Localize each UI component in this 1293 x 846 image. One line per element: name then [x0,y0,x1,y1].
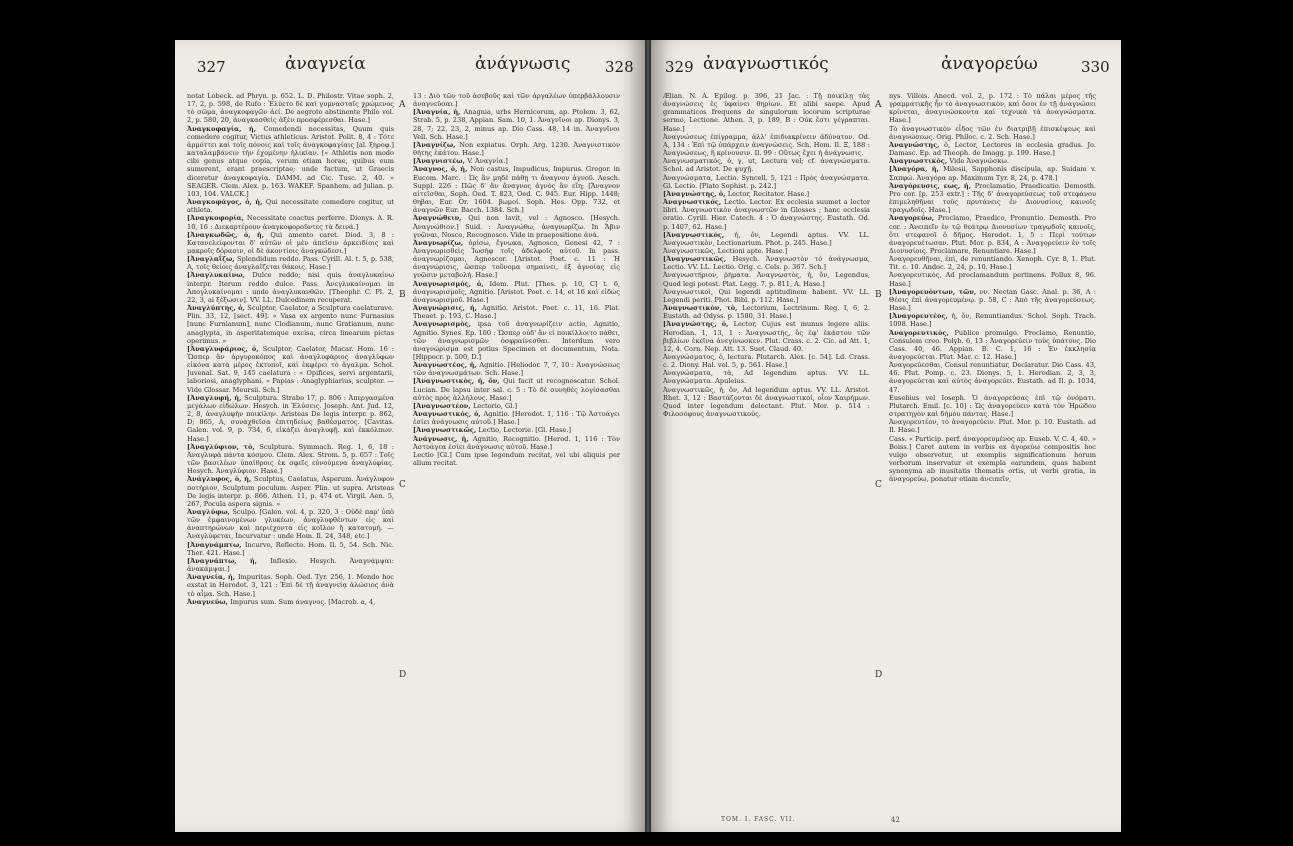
margin-letter: B [399,290,406,300]
entry-text: Sculptus, Caelatus, Asperum. Ἀνάγλυφον ποτήριον, Sculptum poculum. Asper. Plin. ut supra. Aristeas De legis interpr. p. 866. Athen. 11, p. 474 et. Virgil. Aen. 5, 267, Pocula aspera signis. » [187,475,394,508]
text-column [413,92,620,824]
entry-lemma: Ἀναγνωστικὸς, [889,157,950,166]
dictionary-entry [413,435,620,451]
dictionary-entry [187,255,394,271]
entry-lemma: [Ἀναγνίζω, [413,140,460,149]
running-head: ἀναγορεύω [941,54,1038,74]
dictionary-entry [413,361,620,377]
dictionary-entry [413,214,620,238]
entry-text: Lectio [Gl.] Cum ipse legendum recitat, vel ubi aliquis per alium recitat. [413,450,620,468]
dictionary-entry [889,288,1096,312]
entry-text: Ἀναγορεύεσθαι, Consul renuntiatur, Declaratur. Dio Cass. 43, 46. Plut. Pomp. c. 23. Dionys. 5, 1. Herodian. 2, 3, 3, ἀναγορεύεται καὶ αὐτὸς ἀναγορεύει. Eustath. ad Il. p. 1034, 47. [889,361,1096,394]
entry-lemma: [Ἀναγνωστικῶς, [413,426,479,435]
entry-text: Lectio, Lectorie. [Gl. Hase.] [478,426,572,435]
dictionary-entry [413,92,620,108]
entry-text: Comedendi necessitas, Quum quis comedere cogitur, Victus athleticus. Aristot. Polit. 8, 4 : Τότε ἁρμόττει καὶ τοῖς πόνοις καὶ τοῖς ἀναγκοφαγίαις [al. ξηροφ.] καταλαμβάνειν τὴν ἐχομένην ἡλικίαν. [« Athletis non modo cibi genus atque copia, verum etiam horae, quibus eum sumerent, erant praescriptae; unde factum, ut Graecis diceretur ἀναγκοφαγία. DAMM. ad Cic. Tusc. 2, 40. » SEAGER. Clem. Alex. p. 163. WAKEF. Spanhem. ad Julian. p. 103, 104. VALCK.] [187,124,394,198]
dictionary-entry [187,92,394,125]
dictionary-entry [413,141,620,157]
entry-text: Qui non lavit, vel : Agnosco. [Hesych. Ἀναγνώθιον.] Suid. : Ἀναγνώθω, ἀναγνωρίζω. In Ἄβιν γνῶναι, Nosco, Recognosco. Vide in praepositione ἀνά. [413,214,620,239]
entry-lemma: [Ἀναγκωδῶς, ὁ, ἡ, [187,230,271,239]
entry-lemma: Ἀναγόρευσις, εως, ἡ, [889,181,975,190]
signature-number: 42 [891,816,900,824]
dictionary-entry [187,475,394,508]
entry-lemma: [Ἀναγνωστέον, [413,401,473,410]
entry-text: 13 : Διὸ τῶν τοῦ ἀσεβοῦς καὶ τῶν ἀργαλέων ὑπερβάλλουσιν ἀναγνεῦσαι.] [413,92,620,109]
entry-lemma: Ἀναγορευτικός, [889,328,955,337]
entry-lemma: [Ἀναγνωστικός, [663,230,735,239]
entry-lemma: [Ἀναγορευόντων, τῶν, [889,287,980,296]
entry-text: Ἀναγνωστήριον, ῥήματα. Ἀναγνωστὸς, ἡ, ὄν, Legendus, Quod legi potest. Plat. Legg. 7, p. 811, A. Hase.] [663,271,870,288]
dictionary-entry [889,329,1096,362]
entry-lemma: [Ἀναγόρα, ἡ, [889,165,944,174]
entry-lemma: [Ἀναγλυφή, ἡ, [187,393,245,402]
dictionary-entry [889,435,1096,484]
running-head: ἀναγνεία [285,54,366,74]
entry-lemma: [Ἀναγνάμπτω, [187,540,245,549]
dictionary-entry [187,598,394,606]
entry-lemma: Ἀναγνεύω, [187,597,231,606]
entry-text: Anagnia, urbs Hernicorum, ap. Ptolem. 3, 62, Strab. 5, p. 238, Appian. Sam. 10, 1. Ἀναγνῖνοι ap. Dionys. 3, 28, 7; 22, 23, 2, minus ap. Dio Cass. 48, 14 in. Ἀναγνῖνοι Vell. Sch. Hase.] [413,108,620,141]
entry-lemma: Ἀναγνεία, ἡ, [187,573,238,582]
entry-lemma: Ἀναγκοφάγος, ὁ, ἡ, [187,198,266,207]
dictionary-entry [663,247,870,255]
dictionary-entry [413,108,620,141]
entry-text: Dulce reddo; nisi quis ἀναγλυκαίνω interpr. Iterum reddo dulce. Pass. Ἀνεγλυκαίνομαι in Ἀπογλυκαίνομαι : unde ἀναγλυκανθῶν. [Theophr. C. Pl. 2, 22, 3, ai ξέξωσιν]. VV. LL. Dulcedinem recuperat. [187,271,394,304]
entry-lemma: [Ἀναγνάπτω, ἡ, [187,556,271,565]
dictionary-entry [889,255,1096,271]
dictionary-entry [413,426,620,434]
text-columns [651,92,1121,832]
entry-lemma: [Ἀναγνωστικός, ἡ, ὄν, [413,377,504,386]
entry-text: Ἀναγνωστικοὶ, Qui legendi aptitudinem habent. VV. LL. Legendi periti. Phot. Bibl. p. 112. Hase.] [663,287,870,304]
dictionary-entry [663,320,870,353]
entry-text: Ἀναγνώσεως ἐπίγραμμα, ἀλλ' ἐπιδιακρίνειν ἀδύνατον. Od. A, 134 : Ἐπὶ τῷ ὑπάρχειν ἀναγνώσεις. Sch. Hom. Il. Ξ, 188 : Ἀναγνώσεως, ἢ κρίνουσιν. Il. 99 : Οὕτως ἔχει ἡ ἀνάγνωσις. [663,132,870,158]
dictionary-entry [889,361,1096,394]
dictionary-entry [889,271,1096,287]
entry-lemma: [Ἀναγνωστικῶς, [663,255,733,264]
entry-text: Qui amento caret. Diod. 3, 8 : Κατανελείφονται δ' αὐτῶν οἱ μὲν ἀπεῖσιν ἀρκειδίοις καὶ μακροῖς δόρασιν, οἱ δὲ ἀκοντίοις ἀναγκώδεσι.] [187,230,394,255]
entry-lemma: Ἀναγνωστικός, [663,198,725,207]
entry-text: Impurus sum. Sum άναγνος. [Macrob. a, 4, [230,597,376,606]
dictionary-entry [663,304,870,320]
dictionary-entry [889,394,1096,418]
dictionary-entry [187,125,394,198]
entry-text: ἡ, ὄν, Legendi aptus. VV. LL. Ἀναγνωστικὸν, Lectionarium. Phot. p. 245. Hase.] [663,230,870,247]
entry-lemma: [Ἀναγνώστης, ὁ, [663,189,728,198]
entry-text: νν. Nectan Gasc. Anal. p. 36, A : Θέσις ἐπὶ ἀναγορευμένῳ. p. 58, C : Ἀπὸ τῆς ἀναγορεύσεως. Hase.] [889,287,1096,313]
entry-lemma: Ἀναγνώστης, [889,140,945,149]
margin-letter: A [399,100,406,110]
entry-text: nys. Villois. Anecd. vol. 2, p. 172 : Τὸ πάλαι μέρος τῆς γραμματικῆς ἦν τὸ ἀναγνωστικὸν, καὶ ὅσοι ἐν τῇ ἀναγνώσει κρίνεται, ἀναγινώσκοντα καὶ τεχνικὰ τὰ ἀναγνώσματα. Hase.] [889,92,1096,125]
dictionary-entry [663,190,870,198]
entry-text: Sculptura. Symmach. Reg. 1, 6, 18 : Ἀναγλυφὰ πάντα κόσμου. Clem. Alex. Strom. 5, p. 657 : Τοῖς τῶν βασιλέων ὑπαίθροις ἐκ σφεῖς εὐνούμενα ἀναγλυφίας. Hesych. Ἀναγλύφιον. Hase.] [187,442,394,476]
entry-lemma: [Ἀναγκοφορία, [187,214,247,223]
entry-lemma: Ἀναγλύφω, [187,507,233,516]
running-head: ἀνάγνωσις [475,54,571,74]
dictionary-entry [889,141,1096,157]
page-number: 330 [1081,58,1110,76]
entry-text: Τὸ ἀναγνωστικὸν εἶδος τῶν ἐν διατριβῇ ἐπισκέψεως καὶ ἀναγνώσεως. Orig. Philoc. c. 2. Sch. Hase.] [889,124,1096,141]
entry-text: Non castus, Impudicus, Impurus. Gregor. in Eucom. Marc. : Ὡς ἂν μηδὲ πάθῃ τι ἄναγνον ἀγνοῦ. Aesch. Suppl. 226 : Πῶς δ' ἂν ἄναγνος ἁγνὸς ἂν εἴη; [Ἄναγνον αἰτεῖσθαι, Soph. Oed. T. 823, Oed. C. 945. Eur. Hipp. 1448; θηβαι, Eur. Or. 1604. βωμοί. Soph. Hes. Opp. 732, et ἀναγνῶν Eur. Bacch. 1384. Sch.] [413,165,620,215]
text-column [889,92,1096,824]
dictionary-entry [187,508,394,541]
dictionary-entry [187,345,394,394]
entry-lemma: Ἀναγνωρίζω, [413,238,469,247]
margin-letter: D [875,670,883,680]
entry-text: Inflexio. Hesych. Ἀναγνάμψαι: ἀνακάμψαι.] [187,556,394,574]
dictionary-entry [187,214,394,230]
entry-text: Proclamatio, Praedicatio. Demosth. Pro cor. [p. 253 extr.] : Τῆς δ' ἀναγορεύσεως τοῦ στεφάνου ἐπιμεληθῆναι τοὺς πρυτάνεις ἐν Διονυσίοις καινοῖς τραγῳδοῖς. Hase.] [889,181,1096,215]
dictionary-entry [413,377,620,401]
entry-text: Ἀναγνώσματα, Lectio. Syncell. 5, 121 : Πρὸς ἀναγνώσματα. Gl. Lectio. [Plato Sophist. p. 242.] [663,173,870,190]
entry-text: Ἀναγνώσματος, ὁ, lectura. Plutarch. Alex. [c. 54]. Ld. Crass. c. 2. Diony. Hal. vol. 5, p. 561. Hase.] [663,353,870,370]
margin-letter: B [875,290,882,300]
dictionary-entry [413,320,620,361]
entry-text: Ἀναγορευθῆναι, ἐπὶ, de renuntiando. Xenoph. Cyr. 8, 1. Plut. Tit. c. 10. Andoc. 2, 24, p. 10. Hase.] [889,255,1096,272]
entry-text: Agnitio, Recognitio. [Herod. 1, 116 : Τὸν Ἀστυάγεα ἐσίει ἀνάγνωσις αὐτοῦ. Hase.] [413,434,620,451]
left-page [175,40,645,832]
entry-text: Lectorio, Gl.] [472,401,518,410]
page-number: 328 [605,58,634,76]
entry-lemma: Ἀνάγλυφος, ὁ, ἡ, [187,475,254,484]
entry-text: Lectio. Lector. Ex ecclesia suumet a lector libri. Ἀναγνωστικὸν ἀναγνωστῶν in Glosses ; hanc ecclesia oratio. Cyrill. Hier. Catech. 4 : Ὁ ἀναγνώστης. Eustath. Od. p. 1407, 62. Hase.] [663,198,870,231]
text-columns [175,92,645,832]
dictionary-entry [663,174,870,190]
dictionary-entry [663,92,870,133]
dictionary-entry [663,157,870,173]
entry-lemma: Ἀναγνωρισμὸς, [413,320,478,329]
entry-lemma: [Ἀναγνία, ἡ, [413,108,464,117]
dictionary-entry [187,443,394,476]
entry-lemma: [Ἀναγλαΐζω, [187,255,237,264]
margin-letter: D [399,670,407,680]
dictionary-entry [889,418,1096,434]
entry-lemma: Ἀναγκοφαγία, ἡ, [187,124,264,133]
dictionary-entry [663,198,870,231]
dictionary-entry [663,288,870,304]
left-page-header [175,40,645,86]
entry-text: Lectorium, Lectrinum. Reg. I, 6, 2. Eustath. ad Odyss. p. 1580, 31. Hase.] [663,304,870,321]
entry-text: V. Ἀναγνία.] [467,157,508,166]
entry-text: Qui necessitate comedere cogitur, ut athleta. [187,198,394,215]
margin-letter: C [399,480,406,490]
entry-lemma: [Ἀναγλυφάριος, ὁ, [187,344,263,353]
entry-text: Sculptor, Caelator, Macar. Hom. 16 : Ὥσπερ ἂν ἀργυροκόπος καὶ ἀναγλυφάριος ἀναγλύφων εἰκόνα κατὰ μέρος ἐκτυποῖ, καὶ ἐκφέρει τὸ ἄγαλμα. Schol. Juvenal. Sat. 9, 145 caelatura : « Opifices, servi argentarii, laboriosi, anaglyphani. » Papias : Anaglyphiarius, sculptor. — Vide Glossar. Meursii. Sch.] [187,344,394,394]
dictionary-entry [187,198,394,214]
entry-text: Eusebius vel Ioseph. Ὁ ἀναγορεύσας ἐπὶ τῷ ὀνόματι. Plutarch. Emil. [c. 10] : Ὡς ἀναγορεύειν κατὰ τὸν Ἡρώδου στρατηγὸν καὶ δήμου πάντας. Hase.] [889,393,1096,419]
entry-lemma: Ἀναγνωστικός, ὁ, [413,410,484,419]
entry-lemma: Ἀνάγνωσις, ἡ, [413,434,473,443]
entry-text: Sculpo. [Galen. vol. 4, p. 320, 3 : Οὐδὲ παρ' ὑπὸ τῶν ἐμφαινομένων γλυκέων, ἀναγλυφθέντων εἰς καὶ ἀναπτηρώνων καὶ περιέχοντα εἰς κοῖλον ἢ κατατομή. — Ἀναγλύφεται, Incurvatur : unde Hom. Il. 24, 348, etc.] [187,507,394,541]
dictionary-entry [889,214,1096,255]
dictionary-entry [413,451,620,467]
entry-text: Necessitate coactus perferre. Dionys. A. R. 10, 16 : Διεκαρτέρουν ἀναγκοφοροῦντες τὰ δεινά.] [187,214,394,231]
dictionary-entry [413,280,620,304]
right-page-header [651,40,1121,86]
entry-lemma: [Ἀναγνιστέω, [413,157,468,166]
entry-lemma: Ἀναγνώρισις, ἡ, [413,304,482,313]
entry-text: Agnitio. Aristot. Poet. c. 11, 16. Plat. Theaet. p. 193, C. Hase.] [413,304,620,321]
dictionary-entry [889,125,1096,141]
entry-text: Sculptura. Strabo 17, p. 806 : Ἀπεργασμένα μεγάλων εἰδώλων. Hesych. in Ἐλύσεις. Joseph. Ant. Jud. 12, 2, 8, ἀναγλυφὴν ποικίλην. Aristeas De legis interpr. p. 862, D; 865, A, συναχθεῖσα ἐπιτηδείως βαθέσματος. [Cavitas. Galen. vol. 9, p. 734, 6, εἰκάζει ἀναγλυφῇ. καὶ ἐκκόλπων. Hase.] [187,393,394,443]
entry-text: Proclamo, Praedico, Pronuntio. Demosth. Pro cor. : Ἀνειπεῖν ἐν τῷ θεάτρῳ Διονυσίων τραγῳδοῖς καινοῖς, ὅτι στεφανοῖ ὁ δῆμος. Herodot. 1, 5 : Περὶ τούτων ἀναγορευέτωσαν. Plut. Mor. p. 834, A : Ἀναγορεύειν ἐν τοῖς Διονυσίοις. Proclamare, Renuntiare. Hase.] [889,214,1096,255]
margin-letter: A [875,100,882,110]
entry-lemma: Ἀναγνωρισμός, ὁ, [413,279,490,288]
entry-lemma: Ἀναγνωστικὸν, τὸ, [663,304,743,313]
dictionary-entry [187,394,394,443]
entry-text: notat Lobeck. ad Phryn. p. 652. L. D. Philostr. Vitae soph. 2, 17, 2, p. 598, de Rufo : Ἐλύετο δὲ καὶ γυμνασταῖς χρώμενος τὸ σῶμα, ἀναγκοφαγῶν ἀεί. De aegroto abstinente Philo vol. 2, p. 580, 20, ἀναγκασθεὶς ἀξὲν προσφέρεσθαι. Hase.] [187,92,394,125]
entry-text: Ἀναγνωστικῶς, Lectioni apte. Hase.] [663,246,788,255]
entry-text: Lector, Recitator. Hase.] [727,189,810,198]
dictionary-entry [663,255,870,271]
entry-lemma: Ἀναγορεύω, [889,214,938,223]
dictionary-entry [187,231,394,255]
right-page [651,40,1121,832]
entry-text: Idem. Plut. [Thes. p. 10, C] t. 6, ἀναγνωρισμοῖς, Agnitio. [Aristot. Poet. c. 14, et 16 καὶ εἰδὼς ἀναγνωρισμοῦ. Hase.] [413,279,620,304]
entry-text: Ἀναγνωστικῶς, ἡ, ὄν, Ad legendum aptus. VV. LL. Aristot. Rhet. 3, 12 : Βαστάζονται δὲ ἀναγνωστικοί, οἷον Χαιρήμων. Quod inter legendum delectant. Plut. Mor. p. 514 : Φιλοσόφους ἀναγνωστικούς. [663,385,870,419]
entry-text: Ἀναγνώσματα, τὰ, Ad legendum aptus. VV. LL. Ἀναγνώσματα. Apuleius. [663,369,870,386]
dictionary-entry [663,386,870,419]
entry-text: Hesych. Ἀναγνωστὸν τό ἀνάγνωσμα, Lectio. VV. LL. Lectio. Orig. c. Cels. p. 367. Sch.] [663,255,870,272]
dictionary-entry [663,353,870,369]
dictionary-entry [663,369,870,385]
dictionary-entry [187,304,394,345]
entry-text: Ἀναγορευτέον, τὸ ἀναγορεύειν. Plut. Mor. p. 10. Eustath. ad Il. Hase.] [889,418,1096,435]
entry-text: Non expiatus. Orph. Arg. 1230. Ἀναγνιστικὸν θήτης ἑκάτου. Hase.] [413,140,620,158]
entry-lemma: [Ἀναγορευτέος, [889,312,952,321]
entry-text: Lector, Cujus est munus legere aliis. Herodian. 1, 13, 1 : Ἀναγνωστὴς, ὃς ἐφ' ἑκάστου τῶν βιβλίων ἐκεῖνα ἀνεγίνωσκεν. Plut. Crass. c. 2. Cic. ad Att. 1, 12, 4. Corn. Nep. Att. 13. Suet. Claud. 40. [663,320,870,353]
running-head: ἀναγνωστικός [703,54,829,74]
entry-lemma: Ἀναγνωστέος, ἡ, [413,361,480,370]
entry-text: ὀρίσω, ἔγνωκα, Agnosco, Genesi 42, 7 : Ἀναγνωρισθεὶς Ἰωσὴφ τοῖς ἀδελφοῖς αὐτοῦ. In pass. ἀναγνωρίζομαι, Agnoscor. [Aristot. Poet. c. 11 : Ἡ ἀναγνώρισις, ὥσπερ τοὔνομα σημαίνει, ἐξ ἀγνοίας εἰς γνῶσιν μεταβολή. Hase.] [413,238,620,280]
entry-text: Splendidum reddo. Pass. Cyrill. Al. t. 5, p. 538, A, τοῖς θείοις ἀναγλαΐζεται θάκοις. Hase.] [187,255,394,272]
entry-text: Cass. « Particip. perf. ἀναγορευμένος ap. Euseb. V. C. 4, 40. » Boiss.] Caret autem in verbis ex ἀγορεύω compositis hoc vulgo observetur, ut exemplis significationum horum verborum inservatur et exempla earundem, quas habent synonyma ab inusitatis thematis ortis, ut verbi gratia, in ἀναγορεύω, ponatur etiam ἀνειπεῖν, [889,434,1096,484]
dictionary-entry [187,541,394,557]
entry-lemma: [Ἀναγνώστης, ὁ, [663,320,734,329]
entry-lemma: [Ἀναγλύφιον, τὸ, [187,442,260,451]
dictionary-entry [413,410,620,426]
entry-text: ὁ, Lector, Lectores in ecclesia gradus. Jo. Damasc. Ep. ad Theoph. de Imagg. p. 199. Hase.] [889,140,1096,158]
dictionary-entry [663,231,870,247]
entry-text: Agnitio. [Heliodor. 7, 7, 10 : Ἀναγνώσεως τῶν ἀναγνωσμάτων. Sch. Hase.] [413,361,620,378]
entry-text: Sculptor, Caelator, a Sculptura caelaturave. Plin. 33, 12, [sect. 49]. « Vasa ex argento nunc Furnasius [nunc Furnianum], nunc Clodianum, nunc Gratianum, nunc anaglypta, in asperitatemque excisa, circa linearum pictas operimus. » [187,304,394,345]
entry-lemma: Ἀναγνώθειν, [413,214,469,223]
entry-text: Impuritas. Soph. Oed. Tyr. 256, 1. Mendo hoc exstat in Herodot. 3, 121 : Ἐπὶ δὲ τῇ ἀναγνείᾳ ἀλώσιος ἀνὰ τὸ αἷμα. Sch. Hase.] [187,573,394,598]
printer-signature: TOM. I. FASC. VII. [721,816,796,823]
dictionary-entry [663,271,870,287]
dictionary-entry [413,239,620,280]
entry-lemma: [Ἀναγλυκαίνω, [187,271,253,280]
entry-text: ἡ, ὄν, Renuntiandus. Schol. Soph. Trach. 1098. Hase.] [889,312,1096,329]
dictionary-entry [187,557,394,573]
margin-letter: C [875,480,882,490]
entry-text: Ἀναγορευτικὸς, Ad proclamandum pertinens. Pollux 8, 96. Hase.] [889,271,1096,288]
dictionary-entry [889,312,1096,328]
text-column [187,92,394,824]
dictionary-entry [663,133,870,157]
entry-text: Ἀναγνωσματικός, ὁ, γ, ut, Lectura vel; cf. ἀναγνώσματα. Schol. ad Aristot. De ψυχῇ. [663,157,870,174]
dictionary-entry [187,573,394,597]
entry-text: Qui facit ut recognoscatur. Schol. Lucian. De lapsu inter sal. c. 5 : Τὸ δὲ συνηθὲς λογίσασθαι αὐτὸς πρὸς ἀλλήλους. Hase.] [413,377,620,402]
text-column [663,92,870,824]
entry-text: ipsa τοῦ ἀναγνωρίζειν actio, Agnitio, Agnitio. Synes. Ep. 100 : Ὥσπερ οὐδ' ἂν εἰ ποικίλλοιτο πάθει, τῶν ἀναγνωρισμῶν ὀσφραίνεσθαι. Interdum vero ἀναγνώρισμα est potius Specimen et documentum, Nota. [Hippocr. p. 500, D.] [413,320,620,361]
dictionary-entry [413,165,620,214]
entry-text: Agnitio. [Herodot. 1, 116 : Τῷ Ἀστυάγει ἐσίει ἀνάγνωσις αὐτοῦ.] Hase.] [413,410,620,427]
page-number: 329 [665,58,694,76]
dictionary-entry [889,165,1096,181]
entry-text: Vide Ἀναγνώσκω. [949,157,1010,166]
entry-lemma: Ἄναγνος, ὁ, ἡ, [413,165,471,174]
page-number: 327 [197,58,226,76]
entry-lemma: Ἀναγλύπτης, ὁ, [187,304,248,313]
dictionary-entry [187,271,394,304]
dictionary-entry [889,92,1096,125]
entry-text: Milesii, Sapphonis discipula, ap. Suidam v. Σαπφώ. Ἀναγόρα ap. Maximum Tyr. 8, 24, p. 478.] [889,165,1096,182]
dictionary-entry [889,182,1096,215]
entry-text: Incurvo, Reflecto. Hom. Il. 5, 54. Sch. Nic. Ther. 421. Hase.] [187,540,394,557]
dictionary-entry [413,304,620,320]
entry-text: Publice promulgo. Proclamo, Renuntio, Consulem creo. Polyb. 6, 13 : Ἀναγορεύειν τοὺς ὑπάτους. Dio Cass. 40, 46. Appian. B. C. 1, 16 : Ἐν ἐκκλησίᾳ ἀναγορεύεται. Plut. Mar. c. 12. Hase.] [889,328,1096,361]
entry-text: Ælian. N. A. Epilog. p. 396, 21 Jac. : Τῇ ποικίλῃ τὰς ἀναγνώσεις ἐς ὑφαίνει θηρίων. Et alibi saepe. Apud grammaticos frequens de singulorum locorum scripturae sermo, Lectione. Athen. 3, p. 189, B : Οὐκ ἔστι γέγραπται. Hase.] [663,92,870,133]
dictionary-entry [413,402,620,410]
